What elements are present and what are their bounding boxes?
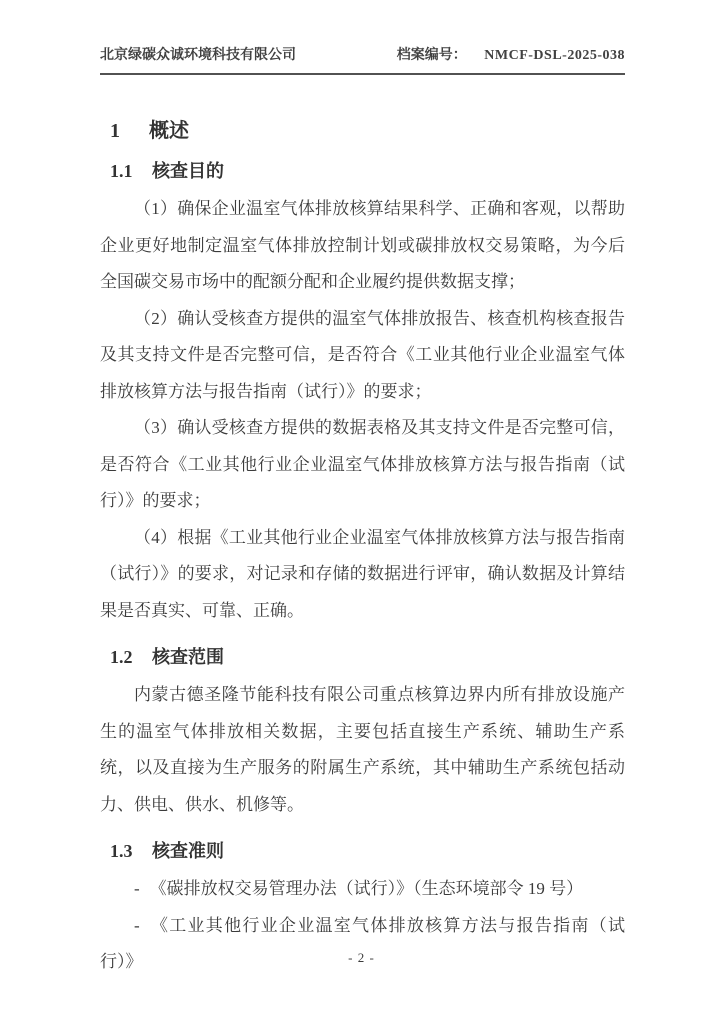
heading-purpose xyxy=(100,157,625,183)
paragraph-purpose-4: （4）根据《工业其他行业企业温室气体排放核算方法与报告指南（试行）》的要求，对记录和存储的数据进行评审，确认数据及计算结果是否真实、可靠、正确。 xyxy=(100,527,625,620)
dash-bullet: - xyxy=(134,879,140,898)
archive-label: 档案编号： xyxy=(396,48,467,63)
paragraph-scope: 内蒙古德圣隆节能科技有限公司重点核算边界内所有排放设施产生的温室气体排放相关数据，主要包括直接生产系统、辅助生产系统，以及直接为生产服务的附属生产系统，其中辅助生产系统包括动力、供电、供水、机修等。 xyxy=(100,685,625,814)
dash-bullet: - xyxy=(134,915,140,935)
document-content xyxy=(100,90,625,981)
archive-number: NMCF-DSL-2025-038 xyxy=(484,48,625,63)
heading-overview-number: 1 xyxy=(110,120,120,142)
criteria-item-text: 《工业其他行业企业温室气体排放核算方法与报告指南（试行）》 xyxy=(100,915,625,971)
criteria-item xyxy=(100,908,625,981)
heading-scope xyxy=(100,643,625,669)
heading-criteria-title: 核查准则 xyxy=(152,841,224,861)
paragraph-purpose-1: （1）确保企业温室气体排放核算结果科学、正确和客观，以帮助企业更好地制定温室气体排放控制计划或碳排放权交易策略，为今后全国碳交易市场中的配额分配和企业履约提供数据支撑； xyxy=(100,199,625,291)
heading-scope-number: 1.2 xyxy=(110,647,133,667)
heading-overview-title: 概述 xyxy=(149,120,189,142)
archive-number-group xyxy=(397,44,625,64)
heading-criteria-number: 1.3 xyxy=(110,841,133,861)
heading-scope-title: 核查范围 xyxy=(152,647,224,667)
page-number: - 2 - xyxy=(348,950,375,965)
heading-criteria xyxy=(100,837,625,863)
criteria-item-text: 《碳排放权交易管理办法（试行）》（生态环境部令 19 号） xyxy=(149,879,584,898)
company-name: 北京绿碳众诚环境科技有限公司 xyxy=(100,48,296,63)
paragraph-purpose-3: （3）确认受核查方提供的数据表格及其支持文件是否完整可信，是否符合《工业其他行业企业温室气体排放核算方法与报告指南（试行）》的要求； xyxy=(100,418,625,510)
heading-purpose-title: 核查目的 xyxy=(152,161,224,181)
criteria-item xyxy=(100,871,625,908)
page-header xyxy=(100,44,625,75)
heading-purpose-number: 1.1 xyxy=(110,161,133,181)
heading-overview xyxy=(100,114,625,143)
paragraph-purpose-2: （2）确认受核查方提供的温室气体排放报告、核查机构核查报告及其支持文件是否完整可信，是否符合《工业其他行业企业温室气体排放核算方法与报告指南（试行）》的要求； xyxy=(100,308,625,401)
